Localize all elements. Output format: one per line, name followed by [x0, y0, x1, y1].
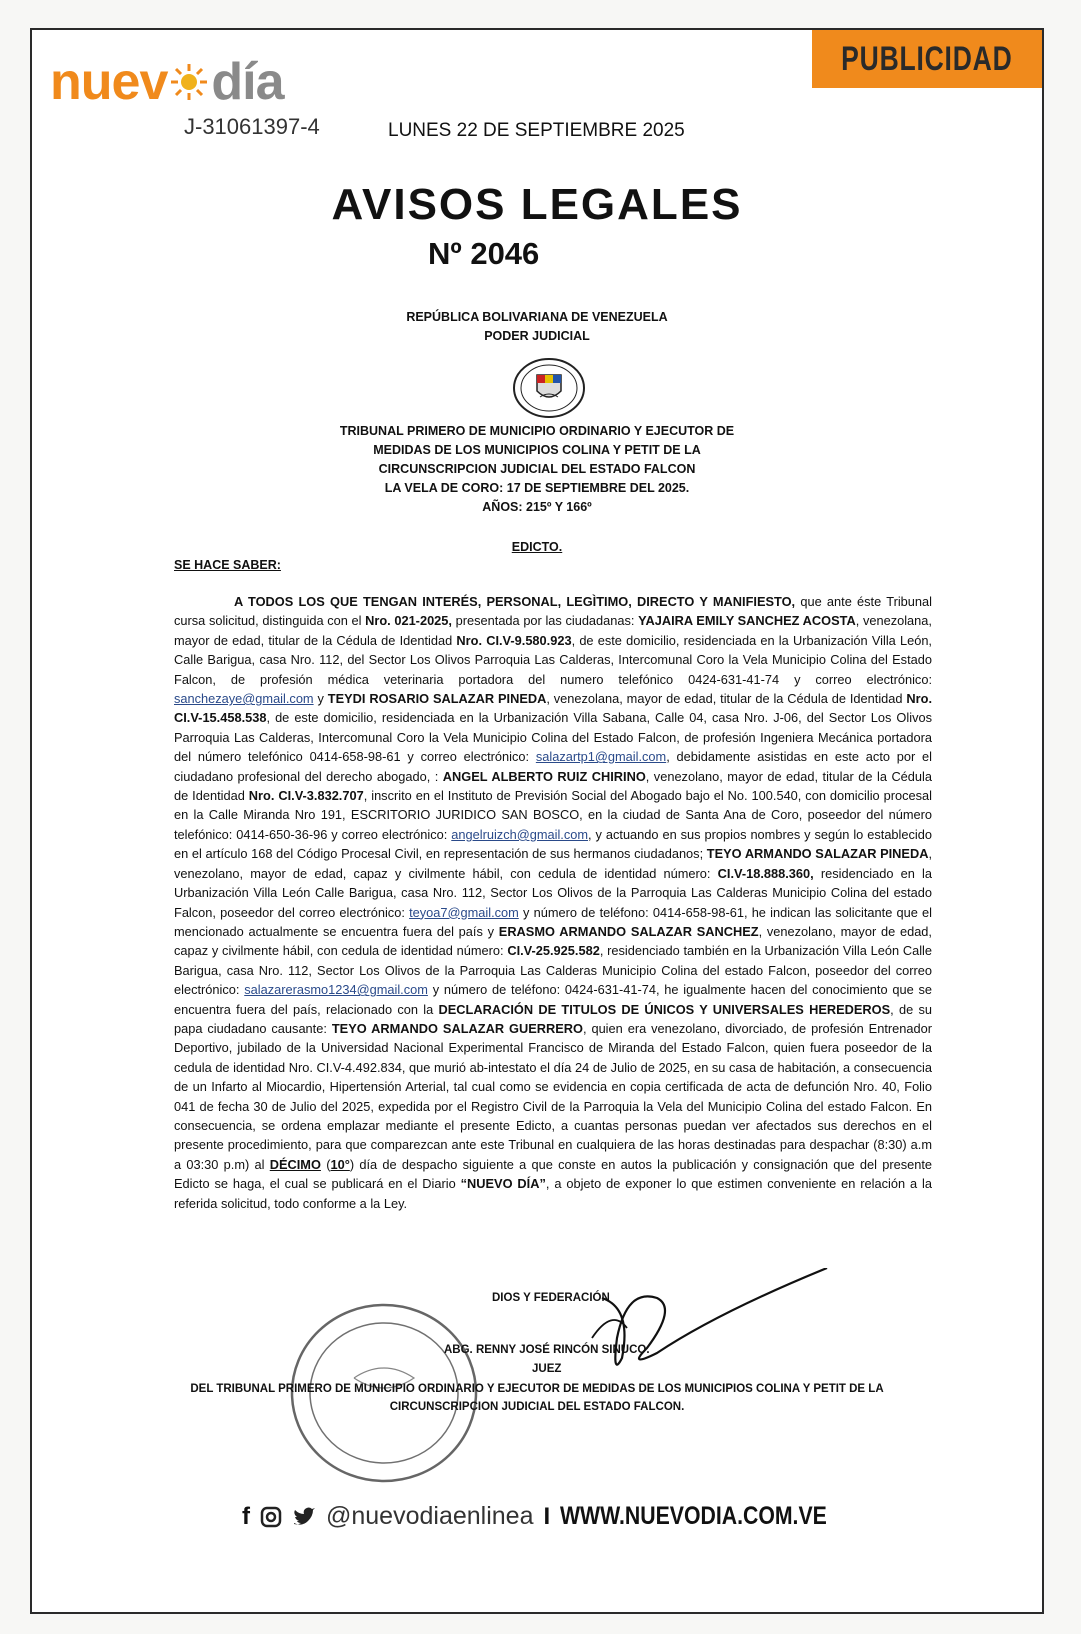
edict-text: , venezolano, mayor de edad, capaz y civilmente hábil, con cedula de identidad número: — [174, 846, 932, 881]
edict-text: , debidamente asistidas en este acto por el ciudadano profesional del derecho abogado, : — [174, 749, 932, 784]
social-footer — [242, 1502, 874, 1531]
court-line-1: TRIBUNAL PRIMERO DE MUNICIPIO ORDINARIO Y EJECUTOR DE — [339, 424, 735, 438]
social-handle[interactable]: @nuevodiaenlinea — [326, 1502, 534, 1530]
hace-saber-heading: SE HACE SABER: — [174, 558, 281, 572]
edict-text: ERASMO ARMANDO SALAZAR SANCHEZ — [498, 923, 759, 939]
publicidad-label: PUBLICIDAD — [841, 39, 1013, 78]
edict-text: Nro. CI.V-3.832.707 — [248, 788, 364, 804]
court-line-2: MEDIDAS DE LOS MUNICIPIOS COLINA Y PETIT DE LA — [373, 443, 701, 457]
rif-number: J-31061397-4 — [184, 114, 320, 139]
edict-text: , quien era venezolano, divorciado, de profesión Entrenador Deportivo, jubilado de la Universidad Nacional Experimental Francisco de Miranda del Estado Falcon, quien fuera poseedor de la cedula de identidad Nro. CI.V-4.492.834, que murió ab-intestato el día 24 de Julio de 2025, en su casa de habitación, a consecuencia de un Infarto al Miocardio, Hipertensión Arterial, tal cual como se evidencia en copia certificada de acta de defunción Nro. 40, Folio 041 de fecha 30 de Julio del 2025, expedida por el Registro Civil de la Parroquia la Vela del Municipio Colina del estado Falcon. En consecuencia, se ordena emplazar mediante el presente Edicto, a cuantas personas puedan ver afectados sus derechos en el presente procedimiento, para que comparezcan ante este Tribunal en cualquiera de las horas destinadas para despachar (8:30) a.m a 03:30 p.m) al — [174, 1020, 932, 1172]
edict-text: DÉCIMO — [269, 1156, 321, 1172]
republic-header — [32, 308, 1042, 346]
judge-title: JUEZ — [532, 1363, 562, 1375]
edict-text: y — [313, 691, 328, 707]
edict-body — [174, 592, 932, 1213]
email-link[interactable]: sanchezaye@gmail.com — [174, 691, 314, 707]
judicial-line: PODER JUDICIAL — [484, 329, 590, 343]
email-link[interactable]: teyoa7@gmail.com — [409, 904, 519, 920]
edict-text: TEYO ARMANDO SALAZAR GUERRERO — [331, 1020, 583, 1036]
court-date: LA VELA DE CORO: 17 DE SEPTIEMBRE DEL 2025. — [384, 481, 690, 495]
newspaper-page — [30, 28, 1044, 1614]
edict-text: CI.V-18.888.360, — [717, 865, 814, 881]
email-link[interactable]: salazarerasmo1234@gmail.com — [244, 982, 428, 998]
edict-text: ANGEL ALBERTO RUIZ CHIRINO — [442, 768, 646, 784]
edict-text: Nro. CI.V-9.580.923 — [456, 632, 572, 648]
logo-text-part1: nuev — [50, 53, 168, 111]
national-seal-icon — [512, 357, 586, 419]
edict-text: , venezolano, mayor de edad, titular de la Cédula de Identidad — [174, 768, 932, 804]
edict-text: 10° — [330, 1156, 350, 1172]
publication-date: LUNES 22 DE SEPTIEMBRE 2025 — [388, 120, 685, 141]
edict-text: , residenciado también en la Urbanización Villa León Calle Barigua, casa Nro. 112, Sector Los Olivos de la Parroquia Las Calderas Municipio Colina del estado Falcon, poseedor del correo electrónico: — [174, 943, 932, 998]
separator: I — [543, 1502, 551, 1530]
logo-text-part2: día — [211, 53, 284, 111]
edict-text: , inscrito en el Instituto de Previsión Social del Abogado bajo el No. 100.540, con domicilio procesal en la Calle Miranda Nro 191, ESCRITORIO JURIDICO SAN BOSCO, en la ciudad de Santa Ana de Coro, poseedor del número telefónico: 0414-650-36-96 y correo electrónico: — [174, 788, 932, 842]
edict-text: , a objeto de exponer lo que estimen conveniente en relación a la referida solicitud, todo conforme a la Ley. — [174, 1176, 932, 1211]
twitter-icon[interactable] — [292, 1506, 316, 1528]
email-link[interactable]: salazartp1@gmail.com — [535, 749, 667, 765]
edict-text: “NUEVO DÍA” — [460, 1176, 546, 1192]
edict-text: , de este domicilio, residenciada en la Urbanización Villa León, Calle Barigua, casa Nro. 112, del Sector Los Olivos Parroquia Las Calderas, Intercomunal Coro la Vela Municipio Colina del Estado Falcon, de profesión médica veterinaria portadora del numero telefónico 0424-631-41-74 y correo electrónico: — [174, 632, 932, 687]
court-footer — [32, 1380, 1042, 1416]
edict-text: y número de teléfono: 0424-631-41-74, he igualmente hacen del conocimiento que se encuentra fuera del país, relacionado con la — [174, 982, 932, 1017]
edict-text: , de su papa ciudadano causante: — [174, 1001, 932, 1036]
page-title: AVISOS LEGALES — [331, 180, 743, 229]
court-years: AÑOS: 215º Y 166º — [482, 500, 592, 514]
edict-paragraph — [174, 592, 932, 1213]
edict-text: DECLARACIÓN DE TITULOS DE ÚNICOS Y UNIVERSALES HEREDEROS — [438, 1001, 891, 1017]
edict-text: TEYDI ROSARIO SALAZAR PINEDA — [327, 691, 547, 707]
judge-name: ABG. RENNY JOSÉ RINCÓN SINUCO. — [444, 1344, 650, 1356]
edict-text: y número de teléfono: 0414-658-98-61, he indican las solicitante que el mencionado actualmente se encuentra fuera del país y — [174, 904, 932, 939]
sun-icon — [169, 62, 209, 102]
court-footer-line-2: CIRCUNSCRIPCION JUDICIAL DEL ESTADO FALCON. — [389, 1401, 685, 1413]
issue-number: Nº 2046 — [428, 236, 540, 271]
email-link[interactable]: angelruizch@gmail.com — [451, 826, 589, 842]
nuevodia-logo — [50, 52, 284, 112]
edict-text: , y actuando en sus propios nombres y según lo establecido en el artículo 168 del Código Procesal Civil, en representación de sus hermanos ciudadanos; — [174, 826, 932, 862]
instagram-icon[interactable] — [260, 1506, 282, 1528]
publicidad-badge — [812, 30, 1042, 88]
edicto-heading: EDICTO. — [511, 540, 563, 554]
dios-y-federacion: DIOS Y FEDERACIÓN — [492, 1292, 610, 1304]
edict-text: residenciado en la Urbanización Villa León Calle Barigua, casa Nro. 112, Sector Los Olivos de la Parroquia Las Calderas Municipio Colina del estado Falcon, poseedor del correo electrónico: — [174, 865, 932, 920]
edict-text: , de este domicilio, residenciada en la Urbanización Villa Sabana, Calle 04, casa Nro. J-06, del Sector Los Olivos Parroquia Las Calderas, Intercomunal Coro la Vela Municipio Colina del Estado Falcon, de profesión Ingeniera Mecánica portadora del número telefónico 0414-658-98-61 y correo electrónico: — [174, 710, 932, 765]
edict-text: , venezolana, mayor de edad, titular de la Cédula de Identidad — [174, 613, 932, 648]
website-link[interactable]: WWW.NUEVODIA.COM.VE — [560, 1502, 827, 1530]
court-line-3: CIRCUNSCRIPCION JUDICIAL DEL ESTADO FALCON — [378, 462, 696, 476]
edict-text: , venezolano, mayor de edad, capaz y civilmente hábil, con cedula de identidad número: — [174, 923, 932, 959]
edict-text: ( — [320, 1156, 331, 1172]
republic-line: REPÚBLICA BOLIVARIANA DE VENEZUELA — [406, 310, 668, 324]
court-header — [32, 422, 1042, 517]
edict-text: ) día de despacho siguiente a que conste en autos la publicación y consignación que del presente Edicto se haga, el cual se publicará en el Diario — [174, 1156, 932, 1192]
edict-text: presentada por las ciudadanas: — [451, 613, 639, 629]
edict-text: YAJAIRA EMILY SANCHEZ ACOSTA — [638, 613, 856, 629]
edict-text: TEYO ARMANDO SALAZAR PINEDA — [706, 846, 929, 862]
facebook-icon[interactable]: f — [242, 1502, 250, 1530]
edict-text: que ante éste Tribunal cursa solicitud, distinguida con el — [174, 594, 932, 629]
edict-text: A TODOS LOS QUE TENGAN INTERÉS, PERSONAL, LEGÌTIMO, DIRECTO Y MANIFIESTO, — [234, 594, 796, 609]
edict-text: Nro. CI.V-15.458.538 — [174, 691, 933, 726]
court-footer-line-1: DEL TRIBUNAL PRIMERO DE MUNICIPIO ORDINARIO Y EJECUTOR DE MEDIDAS DE LOS MUNICIPIOS COLINA Y PETIT DE LA — [190, 1383, 884, 1395]
edict-text: Nro. 021-2025, — [365, 613, 452, 629]
edict-text: CI.V-25.925.582 — [507, 943, 600, 959]
edict-text: , venezolana, mayor de edad, titular de la Cédula de Identidad — [546, 691, 907, 707]
